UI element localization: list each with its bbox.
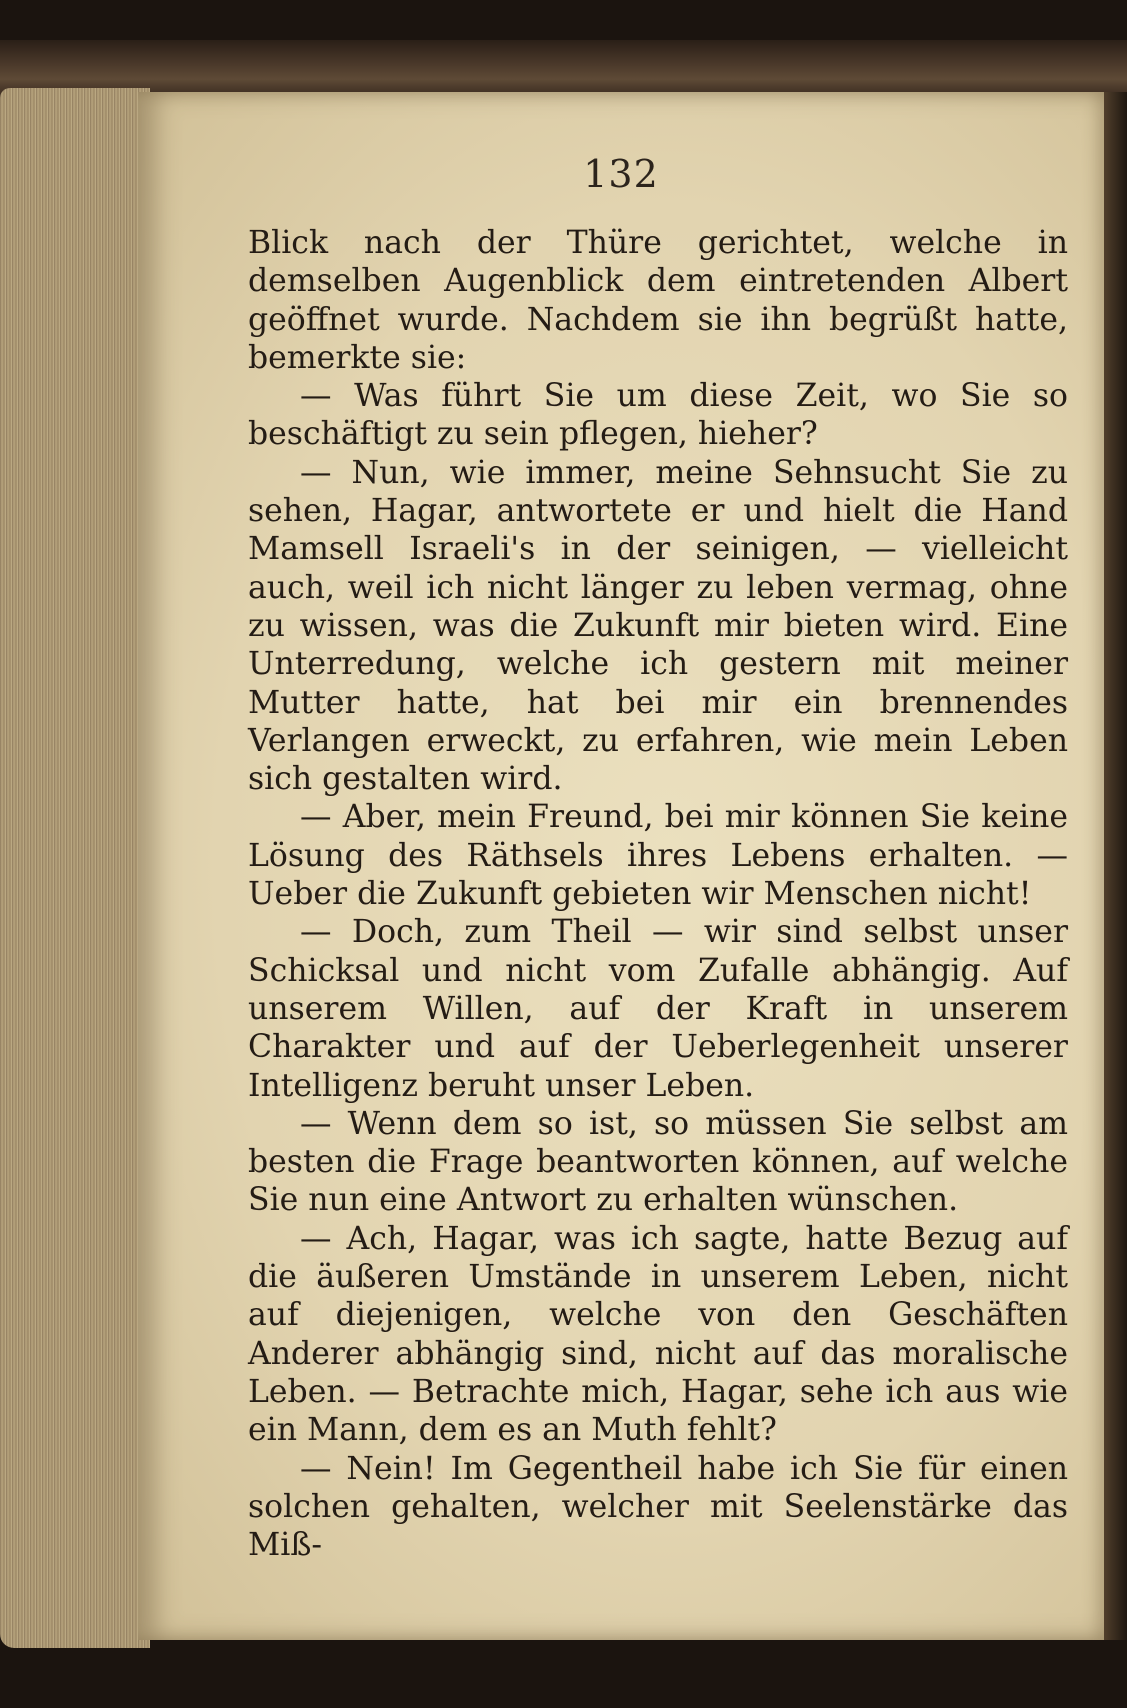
book-gutter — [1100, 92, 1127, 1640]
paragraph: — Nein! Im Gegentheil habe ich Sie für einen solchen gehalten, welcher mit Seelenstärke das Miß- — [248, 1450, 1068, 1564]
paragraph: — Ach, Hagar, was ich sagte, hatte Bezug auf die äußeren Umstände in unserem Leben, nicht auf diejenigen, welche von den Geschäften Anderer abhängig sind, nicht auf das moralische Leben. — Betrachte mich, Hagar, sehe ich aus wie ein Mann, dem es an Muth fehlt? — [248, 1220, 1068, 1449]
paragraph: Blick nach der Thüre gerichtet, welche in demselben Augenblick dem eintretenden Albert geöffnet wurde. Nachdem sie ihn begrüßt hatte, bemerkte sie: — [248, 225, 1068, 376]
page-number: 132 — [583, 152, 659, 196]
book-binding — [0, 40, 1127, 96]
paragraph: — Was führt Sie um diese Zeit, wo Sie so beschäftigt zu sein pflegen, hieher? — [248, 378, 1068, 453]
page-text — [248, 224, 1068, 1564]
paragraph: — Doch, zum Theil — wir sind selbst unser Schicksal und nicht vom Zufalle abhängig. Auf unserem Willen, auf der Kraft in unserem Charakter und auf der Ueberlegenheit unserer Intelligenz beruht unser Leben. — [248, 914, 1068, 1104]
book-page — [138, 92, 1104, 1640]
page-edges — [0, 88, 150, 1648]
paragraph: — Nun, wie immer, meine Sehnsucht Sie zu sehen, Hagar, antwortete er und hielt die Hand Mamsell Israeli's in der seinigen, — vielleicht auch, weil ich nicht länger zu leben vermag, ohne zu wissen, was die Zukunft mir bieten wird. Eine Unterredung, welche ich gestern mit meiner Mutter hatte, hat bei mir ein brennendes Verlangen erweckt, zu erfahren, wie mein Leben sich gestalten wird. — [248, 454, 1068, 798]
paragraph: — Aber, mein Freund, bei mir können Sie keine Lösung des Räthsels ihres Lebens erhalten. — Ueber die Zukunft gebieten wir Menschen nicht! — [248, 799, 1068, 913]
paragraph: — Wenn dem so ist, so müssen Sie selbst am besten die Frage beantworten können, auf welche Sie nun eine Antwort zu erhalten wünschen. — [248, 1105, 1068, 1219]
